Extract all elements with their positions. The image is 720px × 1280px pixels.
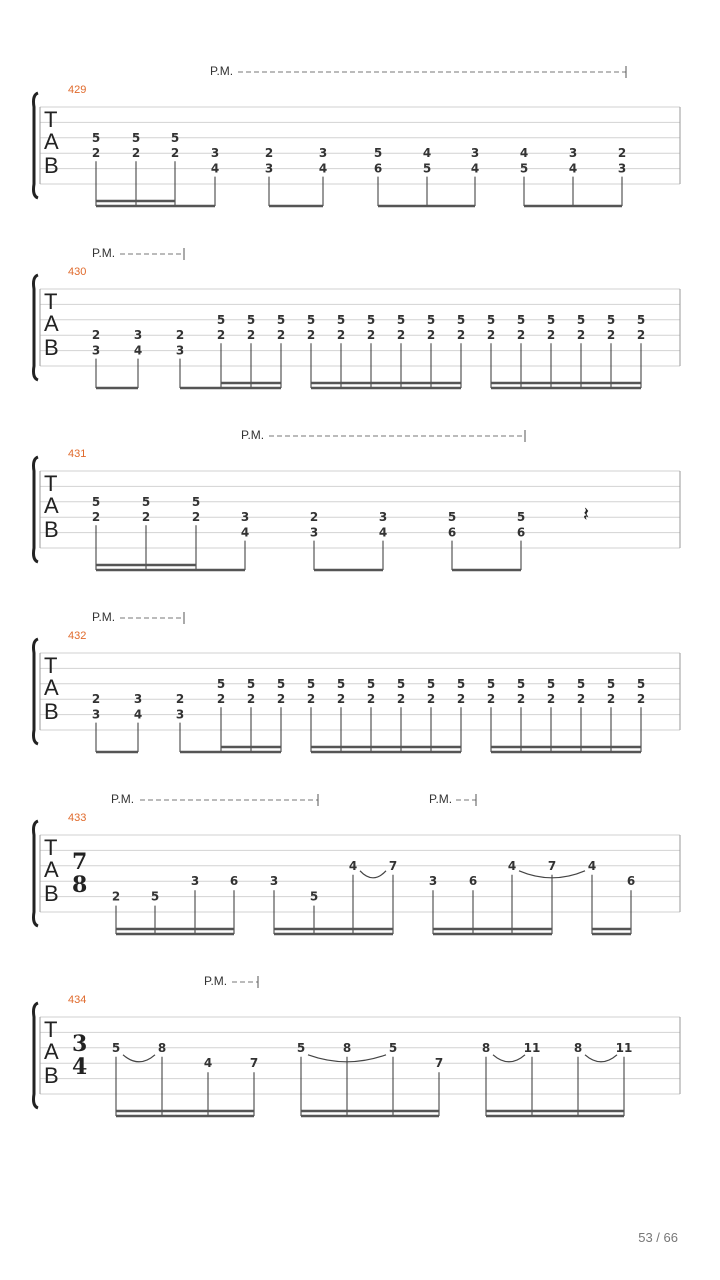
page-number: 53 / 66: [638, 1230, 678, 1245]
fret-number: 6: [229, 874, 239, 889]
fret-number: 2: [606, 692, 616, 707]
fret-number: 5: [576, 312, 586, 327]
fret-number: 5: [636, 676, 646, 691]
fret-number: 3: [91, 707, 101, 722]
fret-number: 2: [366, 328, 376, 343]
fret-number: 2: [516, 692, 526, 707]
fret-number: 5: [576, 676, 586, 691]
tab-letter-b: B: [44, 517, 59, 542]
fret-number: 8: [342, 1040, 352, 1055]
fret-number: 5: [191, 494, 201, 509]
system-bracket: [34, 1003, 39, 1108]
fret-number: 5: [216, 676, 226, 691]
tie-arc: [123, 1055, 155, 1062]
fret-number: 3: [470, 146, 480, 161]
fret-number: 2: [486, 692, 496, 707]
fret-number: 5: [246, 312, 256, 327]
fret-number: 2: [456, 692, 466, 707]
time-signature-top: 7: [72, 849, 88, 875]
fret-number: 5: [366, 312, 376, 327]
fret-number: 5: [396, 312, 406, 327]
fret-number: 3: [378, 510, 388, 525]
tab-letter-t: T: [44, 289, 58, 314]
fret-number: 6: [447, 525, 457, 540]
fret-number: 5: [216, 312, 226, 327]
fret-number: 5: [486, 676, 496, 691]
fret-number: 4: [133, 707, 143, 722]
fret-number: 2: [264, 146, 274, 161]
tab-letter-a: A: [44, 493, 59, 518]
fret-number: 5: [516, 676, 526, 691]
fret-number: 5: [422, 161, 432, 176]
fret-number: 3: [133, 692, 143, 707]
fret-number: 2: [636, 328, 646, 343]
fret-number: 5: [276, 676, 286, 691]
fret-number: 5: [519, 161, 529, 176]
tie-arc: [493, 1055, 525, 1062]
fret-number: 2: [336, 328, 346, 343]
fret-number: 2: [456, 328, 466, 343]
fret-number: 2: [366, 692, 376, 707]
tab-letter-a: A: [44, 311, 59, 336]
fret-number: 2: [309, 510, 319, 525]
fret-number: 2: [276, 328, 286, 343]
measure-number: 432: [68, 630, 87, 642]
quarter-rest: 𝄽: [583, 502, 590, 527]
palm-mute-label: P.M.: [111, 792, 135, 806]
fret-number: 2: [131, 146, 141, 161]
fret-number: 4: [378, 525, 388, 540]
fret-number: 11: [615, 1040, 633, 1055]
fret-number: 5: [486, 312, 496, 327]
fret-number: 2: [175, 328, 185, 343]
fret-number: 7: [434, 1056, 444, 1071]
fret-number: 5: [111, 1040, 121, 1055]
tab-letter-t: T: [44, 835, 58, 860]
time-signature-top: 3: [72, 1031, 88, 1057]
fret-number: 5: [296, 1040, 306, 1055]
tab-letter-b: B: [44, 335, 59, 360]
fret-number: 3: [617, 161, 627, 176]
fret-number: 2: [306, 692, 316, 707]
time-signature-bottom: 4: [72, 1054, 88, 1080]
fret-number: 3: [309, 525, 319, 540]
palm-mute-label: P.M.: [429, 792, 453, 806]
tab-letter-b: B: [44, 1063, 59, 1088]
fret-number: 6: [468, 874, 478, 889]
fret-number: 4: [203, 1056, 213, 1071]
fret-number: 5: [456, 312, 466, 327]
fret-number: 3: [428, 874, 438, 889]
fret-number: 2: [426, 328, 436, 343]
fret-number: 4: [348, 858, 358, 873]
fret-number: 4: [240, 525, 250, 540]
tab-letter-a: A: [44, 1039, 59, 1064]
fret-number: 2: [396, 328, 406, 343]
measure-number: 433: [68, 812, 87, 824]
fret-number: 2: [306, 328, 316, 343]
tie-arc: [360, 871, 386, 878]
fret-number: 3: [240, 510, 250, 525]
fret-number: 2: [576, 692, 586, 707]
fret-number: 8: [573, 1040, 583, 1055]
tab-letter-t: T: [44, 653, 58, 678]
fret-number: 2: [91, 692, 101, 707]
fret-number: 3: [133, 328, 143, 343]
fret-number: 2: [216, 692, 226, 707]
fret-number: 4: [519, 146, 529, 161]
fret-number: 3: [175, 343, 185, 358]
fret-number: 2: [546, 692, 556, 707]
fret-number: 5: [91, 494, 101, 509]
fret-number: 2: [216, 328, 226, 343]
fret-number: 3: [568, 146, 578, 161]
fret-number: 6: [373, 161, 383, 176]
tab-letter-a: A: [44, 675, 59, 700]
fret-number: 5: [516, 510, 526, 525]
fret-number: 5: [546, 676, 556, 691]
fret-number: 5: [456, 676, 466, 691]
fret-number: 5: [336, 676, 346, 691]
fret-number: 4: [318, 161, 328, 176]
fret-number: 3: [91, 343, 101, 358]
fret-number: 4: [422, 146, 432, 161]
fret-number: 5: [150, 889, 160, 904]
fret-number: 5: [426, 312, 436, 327]
fret-number: 4: [587, 858, 597, 873]
fret-number: 2: [246, 328, 256, 343]
fret-number: 2: [336, 692, 346, 707]
fret-number: 2: [606, 328, 616, 343]
measure-number: 431: [68, 448, 87, 460]
system-bracket: [34, 639, 39, 744]
palm-mute-label: P.M.: [241, 428, 265, 442]
system-bracket: [34, 275, 39, 380]
fret-number: 5: [373, 146, 383, 161]
fret-number: 5: [246, 676, 256, 691]
fret-number: 5: [131, 130, 141, 145]
fret-number: 7: [388, 858, 398, 873]
measure-number: 434: [68, 994, 87, 1006]
fret-number: 2: [91, 510, 101, 525]
fret-number: 5: [388, 1040, 398, 1055]
measure-number: 429: [68, 84, 87, 96]
tie-arc: [585, 1055, 617, 1062]
fret-number: 5: [606, 312, 616, 327]
fret-number: 2: [486, 328, 496, 343]
fret-number: 2: [576, 328, 586, 343]
fret-number: 5: [276, 312, 286, 327]
fret-number: 5: [447, 510, 457, 525]
fret-number: 4: [568, 161, 578, 176]
fret-number: 7: [547, 858, 557, 873]
fret-number: 2: [546, 328, 556, 343]
fret-number: 2: [636, 692, 646, 707]
fret-number: 4: [470, 161, 480, 176]
fret-number: 8: [481, 1040, 491, 1055]
fret-number: 2: [111, 889, 121, 904]
system-bracket: [34, 821, 39, 926]
tab-letter-a: A: [44, 857, 59, 882]
fret-number: 2: [276, 692, 286, 707]
fret-number: 2: [175, 692, 185, 707]
fret-number: 3: [210, 146, 220, 161]
fret-number: 2: [617, 146, 627, 161]
fret-number: 3: [264, 161, 274, 176]
fret-number: 3: [190, 874, 200, 889]
fret-number: 2: [396, 692, 406, 707]
fret-number: 6: [516, 525, 526, 540]
fret-number: 3: [175, 707, 185, 722]
fret-number: 8: [157, 1040, 167, 1055]
fret-number: 5: [336, 312, 346, 327]
fret-number: 3: [269, 874, 279, 889]
tab-letter-t: T: [44, 107, 58, 132]
palm-mute-label: P.M.: [204, 974, 228, 988]
fret-number: 2: [91, 328, 101, 343]
system-bracket: [34, 93, 39, 198]
palm-mute-label: P.M.: [210, 64, 234, 78]
tab-letter-a: A: [44, 129, 59, 154]
fret-number: 11: [523, 1040, 541, 1055]
fret-number: 5: [546, 312, 556, 327]
tab-letter-b: B: [44, 881, 59, 906]
fret-number: 5: [309, 889, 319, 904]
fret-number: 5: [606, 676, 616, 691]
time-signature-bottom: 8: [72, 872, 88, 898]
fret-number: 3: [318, 146, 328, 161]
fret-number: 4: [133, 343, 143, 358]
fret-number: 5: [516, 312, 526, 327]
tab-letter-t: T: [44, 1017, 58, 1042]
fret-number: 2: [426, 692, 436, 707]
tab-letter-b: B: [44, 699, 59, 724]
fret-number: 6: [626, 874, 636, 889]
fret-number: 5: [396, 676, 406, 691]
fret-number: 2: [91, 146, 101, 161]
fret-number: 2: [246, 692, 256, 707]
palm-mute-label: P.M.: [92, 610, 116, 624]
fret-number: 7: [249, 1056, 259, 1071]
fret-number: 2: [516, 328, 526, 343]
fret-number: 2: [191, 510, 201, 525]
fret-number: 4: [210, 161, 220, 176]
fret-number: 5: [366, 676, 376, 691]
system-bracket: [34, 457, 39, 562]
fret-number: 2: [170, 146, 180, 161]
fret-number: 5: [91, 130, 101, 145]
fret-number: 2: [141, 510, 151, 525]
fret-number: 5: [170, 130, 180, 145]
fret-number: 5: [636, 312, 646, 327]
tab-letter-t: T: [44, 471, 58, 496]
fret-number: 5: [426, 676, 436, 691]
palm-mute-label: P.M.: [92, 246, 116, 260]
fret-number: 4: [507, 858, 517, 873]
tab-letter-b: B: [44, 153, 59, 178]
fret-number: 5: [141, 494, 151, 509]
fret-number: 5: [306, 676, 316, 691]
fret-number: 5: [306, 312, 316, 327]
measure-number: 430: [68, 266, 87, 278]
